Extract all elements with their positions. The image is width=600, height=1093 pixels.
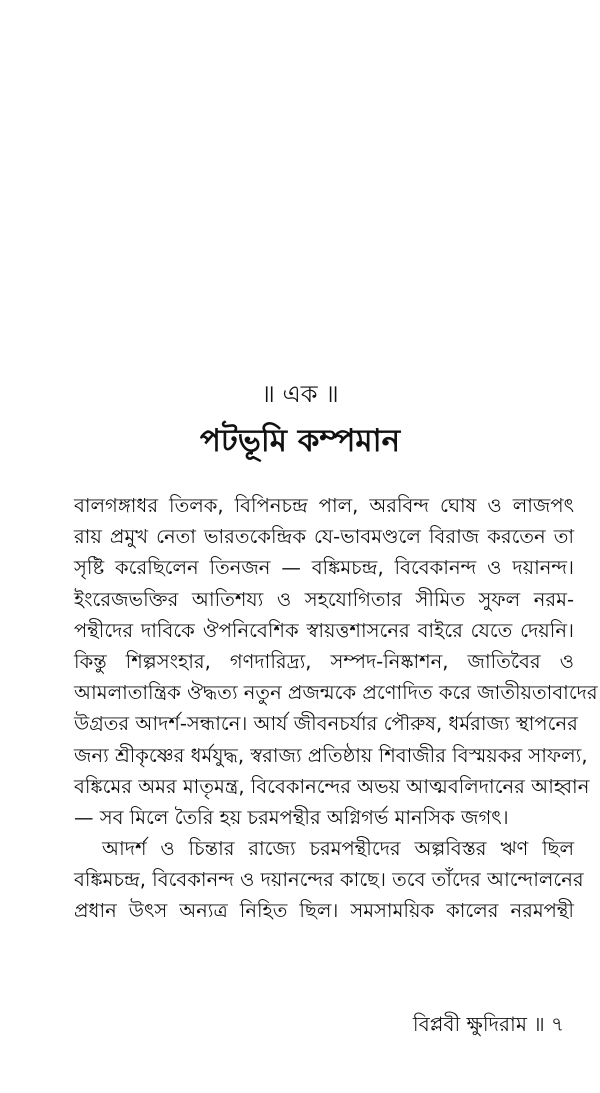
chapter-title: পটভূমি কম্পমান <box>199 423 401 459</box>
text-line: রায় প্রমুখ নেতা ভারতকেন্দ্রিক যে-ভাবমণ্ডলে বিরাজ করতেন তা <box>74 525 574 549</box>
chapter-number: ॥ এক ॥ <box>261 380 339 408</box>
text-line: — সব মিলে তৈরি হয় চরমপন্থীর অগ্নিগর্ভ মানসিক জগৎ। <box>74 805 509 829</box>
text-line: উগ্রতর আদর্শ-সন্ধানে। আর্য জীবনচর্যার পৌরুষ, ধর্মরাজ্য স্থাপনের <box>74 712 578 736</box>
text-line: ইংরেজভক্তির আতিশয্য ও সহযোগিতার সীমিত সুফল নরম- <box>74 587 574 611</box>
text-line: সৃষ্টি করেছিলেন তিনজন — বঙ্কিমচন্দ্র, বিবেকানন্দ ও দয়ানন্দ। <box>74 556 574 580</box>
text-line: আমলাতান্ত্রিক ঔদ্ধত্য নতুন প্রজন্মকে প্রণোদিত করে জাতীয়তাবাদের <box>74 681 598 705</box>
text-line: বালগঙ্গাধর তিলক, বিপিনচন্দ্র পাল, অরবিন্দ ঘোষ ও লাজপৎ <box>74 494 574 517</box>
paragraph-2 <box>74 833 584 927</box>
text-line: প্রধান উৎস অন্যত্র নিহিত ছিল। সমসাময়িক কালের নরমপন্থী <box>74 899 574 923</box>
body-text <box>74 490 598 927</box>
text-line: আদর্শ ও চিন্তার রাজ্যে চরমপন্থীদের অল্পবিস্তর ঋণ ছিল <box>102 837 574 861</box>
text-line: বঙ্কিমচন্দ্র, বিবেকানন্দ ও দয়ানন্দের কাছে। তবে তাঁদের আন্দোলনের <box>74 868 584 892</box>
running-footer: বিপ্লবী ক্ষুদিরাম ॥ ৭ <box>412 1012 564 1036</box>
paragraph-1 <box>74 490 598 833</box>
text-line: জন্য শ্রীকৃষ্ণের ধর্মযুদ্ধ, স্বরাজ্য প্রতিষ্ঠায় শিবাজীর বিস্ময়কর সাফল্য, <box>74 743 588 767</box>
text-line: পন্থীদের দাবিকে ঔপনিবেশিক স্বায়ত্তশাসনের বাইরে যেতে দেয়নি। <box>74 618 574 642</box>
text-line: কিন্তু শিল্পসংহার, গণদারিদ্র্য, সম্পদ-নিষ্কাশন, জাতিবৈর ও <box>74 649 574 673</box>
text-line: বঙ্কিমের অমর মাতৃমন্ত্র, বিবেকানন্দের অভয় আত্মবলিদানের আহ্বান <box>74 774 590 798</box>
